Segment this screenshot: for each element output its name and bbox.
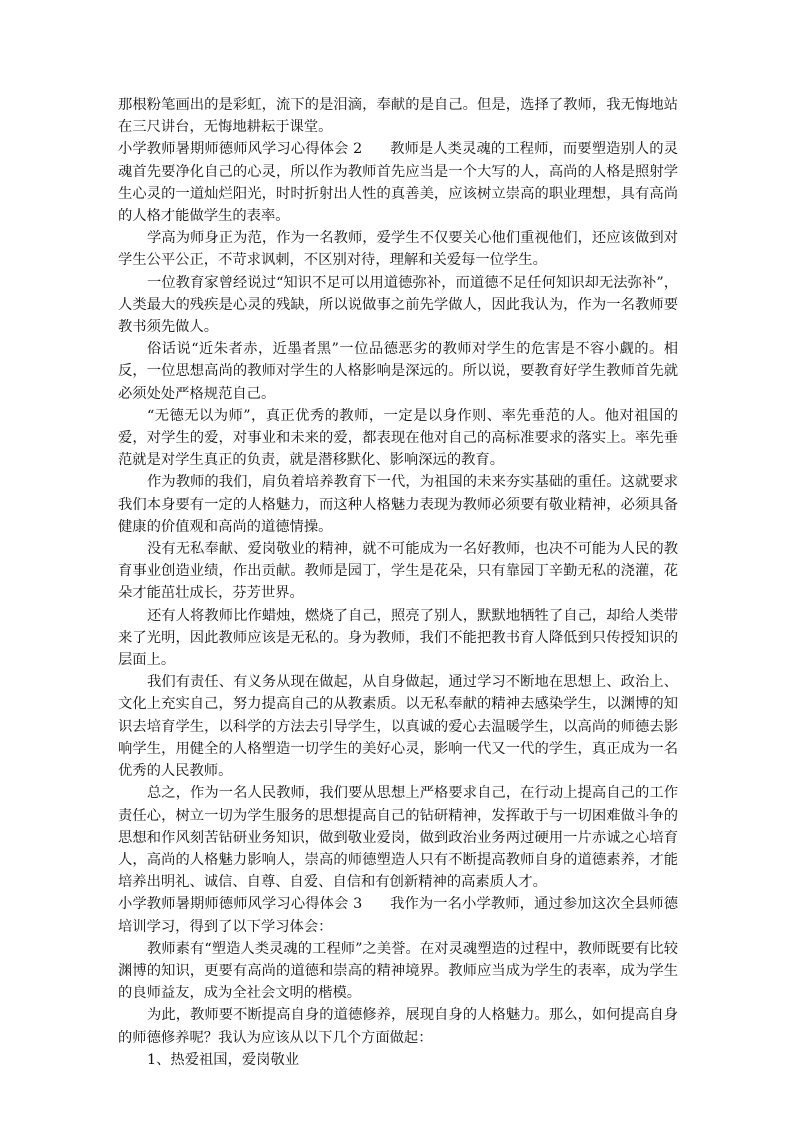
document-body — [118, 94, 678, 1071]
paragraph-responsibility: 作为教师的我们，肩负着培养教育下一代，为祖国的未来夯实基础的重任。这就要求我们本身要有一定的人格魅力，而这种人格魅力表现为教师必须要有敬业精神，必须具备健康的价值观和高尚的道德情操。 — [118, 474, 678, 535]
paragraph-how-to-improve: 为此，教师要不断提高自身的道德修养，展现自身的人格魅力。那么，如何提高自身的师德修养呢？我认为应该从以下几个方面做起： — [118, 1007, 678, 1046]
paragraph-engineer-of-soul: 教师素有“塑造人类灵魂的工程师”之美誉。在对灵魂塑造的过程中，教师既要有比较渊博的知识，更要有高尚的道德和崇高的精神境界。教师应当成为学生的表率，成为学生的良师益友，成为全社会文明的楷模。 — [118, 940, 678, 1002]
paragraph-duty: 我们有责任、有义务从现在做起，从自身做起，通过学习不断地在思想上、政治上、文化上充实自己，努力提高自己的从教素质。以无私奉献的精神去感染学生，以渊博的知识去培育学生，以科学的方法去引导学生，以真诚的爱心去温暖学生，以高尚的师德去影响学生，用健全的人格塑造一切学生的美好心灵，影响一代又一代的学生，真正成为一名优秀的人民教师。 — [118, 674, 678, 780]
list-item-1: 1、热爱祖国，爱岗敬业 — [147, 1051, 300, 1068]
paragraph-dedication: 没有无私奉献、爱岗敬业的精神，就不可能成为一名好教师，也决不可能为人民的教育事业创造业绩，作出贡献。教师是园丁，学生是花朵，只有靠园丁辛勤无私的浇灌，花朵才能茁壮成长，芬芳世界。 — [118, 541, 678, 602]
paragraph-teacher-example: 学高为师身正为范，作为一名教师，爱学生不仅要关心他们重视他们，还应该做到对学生公平公正，不苛求讽刺，不区别对待，理解和关爱每一位学生。 — [118, 230, 678, 269]
paragraph-conclusion: 总之，作为一名人民教师，我们要从思想上严格要求自己，在行动上提高自己的工作责任心，树立一切为学生服务的思想提高自己的钻研精神，发挥敢于与一切困难做斗争的思想和作风刻苦钻研业务知识，做到敬业爱岗，做到政治业务两过硬用一片赤诚之心培育人，高尚的人格魅力影响人，崇高的师德塑造人只有不断提高教师自身的道德素养，才能培养出明礼、诚信、自尊、自爱、自信和有创新精神的高素质人才。 — [118, 785, 678, 891]
paragraph-opening: 那根粉笔画出的是彩虹，流下的是泪滴，奉献的是自己。但是，选择了教师，我无悔地站在三尺讲台，无悔地耕耘于课堂。 — [118, 97, 678, 136]
paragraph-educator-quote: 一位教育家曾经说过“知识不足可以用道德弥补，而道德不足任何知识却无法弥补”，人类最大的残疾是心灵的残缺，所以说做事之前先学做人，因此我认为，作为一名教师要教书须先做人。 — [118, 274, 678, 336]
section-heading-2-paragraph: 小学教师暑期师德师风学习心得体会 2 教师是人类灵魂的工程师，而要塑造别人的灵魂首先要净化自己的心灵，所以作为教师首先应当是一个大写的人，高尚的人格是照射学生心灵的一道灿烂阳光，时时折射出人性的真善美，应该树立崇高的职业理想，具有高尚的人格才能做学生的表率。 — [118, 141, 678, 225]
section-heading-3-paragraph: 小学教师暑期师德师风学习心得体会 3 我作为一名小学教师，通过参加这次全县师德培训学习，得到了以下学习体会： — [118, 896, 678, 935]
paragraph-candle: 还有人将教师比作蜡烛，燃烧了自己，照亮了别人，默默地牺牲了自己，却给人类带来了光明，因此教师应该是无私的。身为教师，我们不能把教书育人降低到只传授知识的层面上。 — [118, 607, 678, 669]
paragraph-no-virtue: “无德无以为师”，真正优秀的教师，一定是以身作则、率先垂范的人。他对祖国的爱，对学生的爱，对事业和未来的爱，都表现在他对自己的高标准要求的落实上。率先垂范就是对学生真正的负责，就是潜移默化、影响深远的教育。 — [118, 407, 678, 469]
paragraph-proverb: 俗话说“近朱者赤，近墨者黑”一位品德恶劣的教师对学生的危害是不容小觑的。相反，一位思想高尚的教师对学生的人格影响是深远的。所以说，要教育好学生教师首先就必须处处严格规范自己。 — [118, 341, 678, 402]
